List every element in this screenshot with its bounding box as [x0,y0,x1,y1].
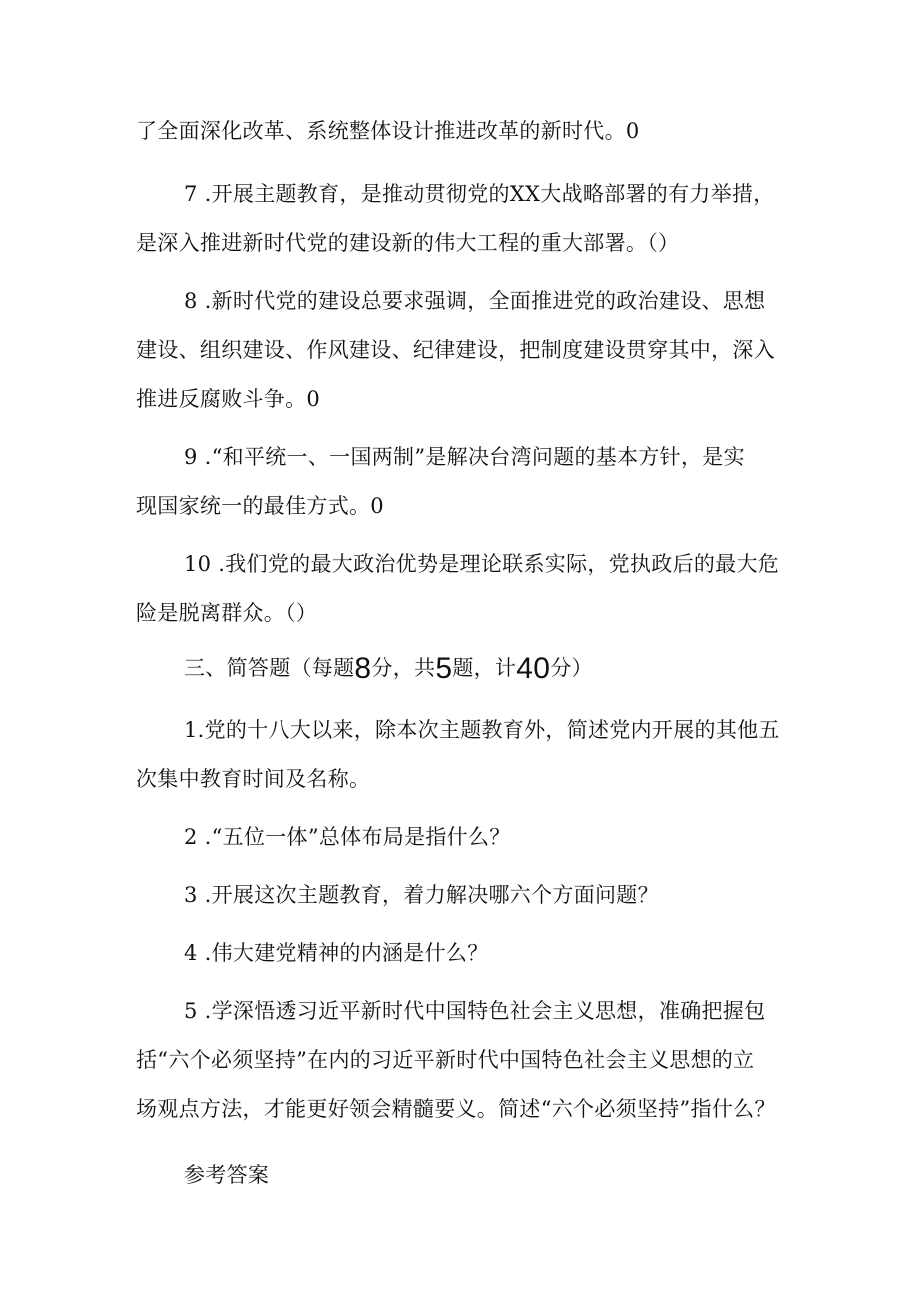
s4-line: 4 .伟大建党精神的内涵是什么？ [184,941,489,965]
q7-line-2: 是深入推进新时代党的建设新的伟大工程的重大部署。（） [136,231,680,255]
q8-line-3: 推进反腐败斗争。0 [136,387,321,411]
q8-line-2: 建设、组织建设、作风建设、纪律建设，把制度建设贯穿其中，深入 [136,338,775,362]
q6-continuation: 了全面深化改革、系统整体设计推进改革的新时代。0 [136,119,640,143]
q9-line-2: 现国家统一的最佳方式。0 [136,494,384,518]
reference-answers-title: 参考答案 [184,1163,270,1187]
q9-line-1: 9 .“和平统一、一国两制”是解决台湾问题的基本方针，是实 [184,445,745,469]
section-3-text-a: 三、简答题（每题 [184,656,355,680]
s1-line-1: 1.党的十八大以来，除本次主题教育外，简述党内开展的其他五 [184,718,780,742]
s1-line-2: 次集中教育时间及名称。 [136,767,371,791]
section-3-question-count: 5 [435,652,453,685]
section-3-points-per-question: 8 [354,652,372,685]
s5-line-3: 场观点方法，才能更好领会精髓要义。简述“六个必须坚持”指什么？ [136,1097,776,1121]
q10-line-1: 10 .我们党的最大政治优势是理论联系实际，党执政后的最大危 [184,552,780,576]
s3-line: 3 .开展这次主题教育，着力解决哪六个方面问题？ [184,883,659,907]
section-3-text-d: 分） [550,656,593,680]
section-3-total-points: 40 [516,652,551,685]
section-3-text-c: 题，计 [452,656,517,680]
q10-line-2: 险是脱离群众。（） [136,601,318,625]
s2-line: 2 .“五位一体”总体布局是指什么？ [184,825,511,849]
q8-line-1: 8 .新时代党的建设总要求强调，全面推进党的政治建设、思想 [184,289,766,313]
q7-line-1: 7 .开展主题教育，是推动贯彻党的XX大战略部署的有力举措， [184,182,775,206]
s5-line-1: 5 .学深悟透习近平新时代中国特色社会主义思想，准确把握包 [184,999,766,1023]
s5-line-2: 括“六个必须坚持”在内的习近平新时代中国特色社会主义思想的立 [136,1048,755,1072]
section-3-heading [184,654,593,683]
section-3-text-b: 分，共 [371,656,436,680]
